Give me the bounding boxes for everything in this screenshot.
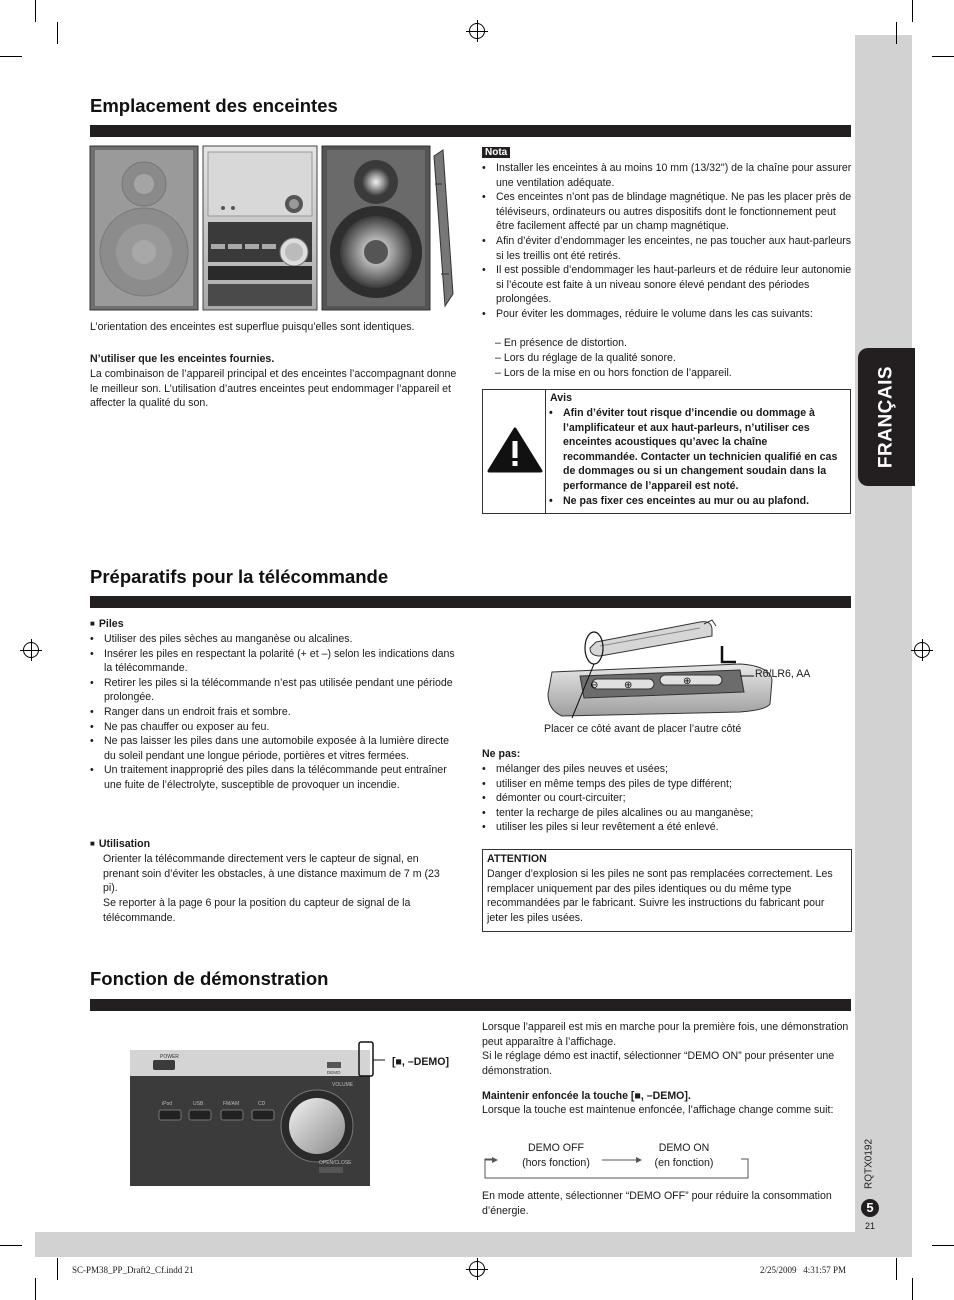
registration-mark xyxy=(914,642,930,658)
utilisation-text-2: Se reporter à la page 6 pour la position du capteur de signal de la télécommande. xyxy=(103,897,411,924)
panel-label-cd: CD xyxy=(258,1101,266,1107)
list-item: • Il est possible d’endommager les haut-parleurs et de réduire leur autonomie si l’écoute est faite à un niveau sonore élevé pendant des périodes prolongées. xyxy=(482,263,852,307)
utilisation-text: Orienter la télécommande directement vers le capteur de signal, en prenant soin d’éviter les obstacles, à une distance maximum de 7 m (23 pi). xyxy=(103,853,440,895)
piles-heading-wrap: ■ Piles xyxy=(90,618,124,630)
volume-case: – Lors de la mise en ou hors fonction de l’appareil. xyxy=(495,367,732,379)
battery-type-label: R6/LR6, AA xyxy=(755,668,811,680)
list-item: • Retirer les piles si la télécommande n’est pas utilisée pendant une période prolongée. xyxy=(90,676,462,705)
svg-text:⊖: ⊖ xyxy=(590,680,599,691)
section-bar xyxy=(90,999,851,1011)
front-panel-illustration xyxy=(129,1040,385,1186)
bottom-band xyxy=(35,1232,912,1257)
registration-mark xyxy=(469,1261,485,1277)
panel-label-ipod: iPod xyxy=(162,1101,173,1107)
language-tab xyxy=(858,348,915,486)
crop-mark xyxy=(35,0,36,22)
crop-mark xyxy=(57,1258,58,1280)
use-text: La combinaison de l’appareil principal et des enceintes l’accompagnant donne le meilleur son. L’utilisation d’autres enceintes peut endommager l’appareil et affecter la qualité du son. xyxy=(90,368,457,410)
volume-case: – Lors du réglage de la qualité sonore. xyxy=(495,352,676,364)
crop-mark xyxy=(912,0,913,22)
attention-box xyxy=(482,849,852,932)
list-item: • Ne pas fixer ces enceintes au mur ou au plafond. xyxy=(549,494,845,509)
section-title-remote: Préparatifs pour la télécommande xyxy=(90,566,389,587)
list-item: • Pour éviter les dommages, réduire le volume dans les cas suivants: xyxy=(482,307,852,322)
crop-mark xyxy=(57,22,58,44)
list-item: • Ces enceintes n’ont pas de blindage magnétique. Ne pas les placer près de téléviseurs, ordinateurs ou autres dispositifs dont le fonctionnement peut être facilement affecté par un champ magnétique. xyxy=(482,190,852,234)
utilisation-heading-wrap: ■ Utilisation xyxy=(90,838,151,850)
section-bar xyxy=(90,125,851,137)
volume-case: – En présence de distortion. xyxy=(495,337,627,349)
demo-off-sub: (hors fonction) xyxy=(522,1157,590,1169)
doc-code: RQTX0192 xyxy=(863,1138,875,1190)
orientation-text: L’orientation des enceintes est superflue puisqu’elles sont identiques. xyxy=(90,321,415,333)
demo-intro-text: Lorsque l’appareil est mis en marche pour la première fois, une démonstration peut apparaître à l’affichage. xyxy=(482,1021,849,1048)
nepas-heading: Ne pas: xyxy=(482,748,521,760)
panel-label-demo: DEMO xyxy=(327,1070,341,1075)
warning-triangle-icon xyxy=(487,426,543,474)
list-item: • Afin d’éviter tout risque d’incendie ou dommage à l’amplificateur et aux haut-parleurs, n’utiliser ces enceintes acoustiques qu’avec la chaîne recommandée. Contacter un technicien qualifié en cas de dommages ou si un changement soudain dans la performance de l’appareil est noté. xyxy=(549,406,845,494)
list-item: • tenter la recharge de piles alcalines ou au manganèse; xyxy=(482,806,852,821)
section-title-demo: Fonction de démonstration xyxy=(90,968,329,989)
language-tab-label: FRANÇAIS xyxy=(875,365,897,469)
panel-label-usb: USB xyxy=(193,1101,204,1107)
speaker-illustration xyxy=(89,144,461,314)
panel-label-volume: VOLUME xyxy=(332,1082,354,1088)
panel-label-open: OPEN/CLOSE xyxy=(319,1160,352,1166)
avis-list xyxy=(549,406,845,508)
page-number: 5 xyxy=(861,1199,879,1217)
list-item: • Afin d’éviter d’endommager les enceintes, ne pas toucher aux haut-parleurs si les treillis ont été retirés. xyxy=(482,234,852,263)
list-item: • Utiliser des piles sèches au manganèse ou alcalines. xyxy=(90,632,462,647)
crop-mark xyxy=(35,1278,36,1300)
list-item: • démonter ou court-circuiter; xyxy=(482,791,852,806)
list-item: • Ranger dans un endroit frais et sombre. xyxy=(90,705,462,720)
list-item: • mélanger des piles neuves et usées; xyxy=(482,762,852,777)
demo-button-callout: [■, –DEMO] xyxy=(392,1056,450,1068)
demo-on-label: DEMO ON xyxy=(658,1142,710,1154)
doc-code-wrap xyxy=(857,1134,883,1194)
list-item: • utiliser les piles si leur revêtement a été enlevé. xyxy=(482,820,852,835)
panel-label-power: POWER xyxy=(160,1054,179,1060)
demo-intro-text-2: Si le réglage démo est inactif, sélectionner “DEMO ON” pour présenter une démonstration. xyxy=(482,1050,835,1077)
demo-hold-text: Lorsque la touche est maintenue enfoncée, l’affichage change comme suit: xyxy=(482,1104,834,1116)
crop-mark xyxy=(932,56,954,57)
utilisation-heading: Utilisation xyxy=(98,838,151,850)
list-item: • Ne pas laisser les piles dans une automobile exposée à la lumière directe du soleil pendant une longue période, portières et vitres fermées. xyxy=(90,734,462,763)
nota-list xyxy=(482,161,852,322)
attention-title: ATTENTION xyxy=(487,853,547,865)
avis-divider xyxy=(545,390,546,513)
piles-list xyxy=(90,632,462,793)
list-item: • utiliser en même temps des piles de type différent; xyxy=(482,777,852,792)
crop-mark xyxy=(896,22,897,44)
panel-label-fmam: FM/AM xyxy=(223,1101,240,1107)
list-item: • Un traitement inapproprié des piles dans la télécommande peut entraîner une fuite de l’électrolyte, susceptible de provoquer un incendie. xyxy=(90,763,462,792)
demo-on-sub: (en fonction) xyxy=(654,1157,714,1169)
use-heading: N’utiliser que les enceintes fournies. xyxy=(90,353,275,365)
crop-mark xyxy=(896,1258,897,1280)
svg-text:⊕: ⊕ xyxy=(683,676,692,687)
list-item: • Installer les enceintes à au moins 10 mm (13/32") de la chaîne pour assurer une ventilation adéquate. xyxy=(482,161,852,190)
demo-standby-text: En mode attente, sélectionner “DEMO OFF” pour réduire la consommation d’énergie. xyxy=(482,1190,832,1217)
crop-mark xyxy=(0,56,22,57)
nota-label-wrap xyxy=(482,145,510,161)
list-item: • Ne pas chauffer ou exposer au feu. xyxy=(90,720,462,735)
battery-caption: Placer ce côté avant de placer l’autre côté xyxy=(544,723,742,735)
demo-hold-heading: Maintenir enfoncée la touche [■, –DEMO]. xyxy=(482,1090,691,1102)
page-number-small: 21 xyxy=(864,1221,875,1231)
avis-box xyxy=(482,389,851,514)
footer-file: SC-PM38_PP_Draft2_Cf.indd 21 xyxy=(72,1265,194,1275)
crop-mark xyxy=(912,1278,913,1300)
section-title-speakers: Emplacement des enceintes xyxy=(90,95,338,116)
demo-off-label: DEMO OFF xyxy=(528,1142,584,1154)
battery-insertion-illustration xyxy=(540,612,780,720)
section-bar xyxy=(90,596,851,608)
svg-text:⊕: ⊕ xyxy=(624,680,633,691)
piles-heading: Piles xyxy=(98,618,124,630)
registration-mark xyxy=(469,23,485,39)
side-band xyxy=(855,35,912,1257)
registration-mark xyxy=(23,642,39,658)
nepas-list xyxy=(482,762,852,835)
crop-mark xyxy=(932,1245,954,1246)
nota-label: Nota xyxy=(482,147,510,158)
list-item: • Insérer les piles en respectant la polarité (+ et –) selon les indications dans la télécommande. xyxy=(90,647,462,676)
crop-mark xyxy=(0,1245,22,1246)
attention-text: Danger d’explosion si les piles ne sont pas remplacées correctement. Les remplacer uniquement par des piles identiques ou du même type recommandées par le fabricant. Suivre les instructions du fabricant pour jeter les piles usées. xyxy=(487,868,833,924)
footer-timestamp: 2/25/2009 4:31:57 PM xyxy=(760,1265,847,1275)
avis-title: Avis xyxy=(550,392,572,404)
